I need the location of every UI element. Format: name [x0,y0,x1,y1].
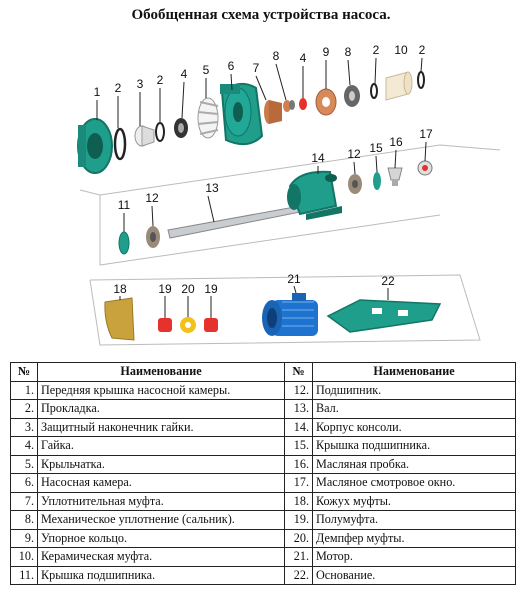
part-name: Масляное смотровое окно. [313,474,516,493]
row-number: 4. [11,437,38,456]
callout-17: 17 [419,127,433,141]
part-9-thrust-ring [316,89,336,115]
part-8-mech-seal-b [344,85,360,107]
header-num-1: № [11,363,38,382]
part-name: Керамическая муфта. [38,548,285,567]
row-number: 14. [285,418,313,437]
part-name: Передняя крышка насосной камеры. [38,381,285,400]
parts-table [10,362,516,585]
part-4-nut-a [174,118,188,138]
row-number: 5. [11,455,38,474]
part-6-pump-chamber [220,84,262,144]
callout-16: 16 [389,135,403,149]
part-16-oil-plug [388,168,402,186]
part-name: Крышка подшипника. [38,566,285,585]
callout-9: 9 [322,45,330,59]
part-name: Основание. [313,566,516,585]
row-number: 18. [285,492,313,511]
callout-12: 12 [145,191,159,205]
part-name: Крышка подшипника. [313,437,516,456]
callout-6: 6 [227,59,235,73]
table-row [11,511,516,530]
row-number: 22. [285,566,313,585]
header-num-2: № [285,363,313,382]
callout-5: 5 [202,63,210,77]
part-12-bearing-b [348,174,362,194]
row-number: 17. [285,474,313,493]
callout-3: 3 [136,77,144,91]
table-row [11,474,516,493]
row-number: 1. [11,381,38,400]
part-10-ceramic-sleeve [386,72,412,100]
callout-4: 4 [180,67,188,81]
parts-table-body [11,381,516,585]
table-row [11,529,516,548]
table-row [11,566,516,585]
table-row [11,492,516,511]
part-18-coupling-guard [105,298,134,340]
part-name: Насосная камера. [38,474,285,493]
callout-19: 19 [158,282,172,296]
part-3-nut-cap [135,126,154,146]
part-4-nut-b [299,98,307,110]
part-name: Защитный наконечник гайки. [38,418,285,437]
part-2-gasket-d [418,72,424,88]
part-8-mech-seal-a [283,100,295,112]
callout-2: 2 [372,43,380,57]
part-name: Мотор. [313,548,516,567]
part-name: Упорное кольцо. [38,529,285,548]
part-name: Полумуфта. [313,511,516,530]
callout-2: 2 [418,43,426,57]
row-number: 8. [11,511,38,530]
header-name-1: Наименование [38,363,285,382]
table-header-row [11,363,516,382]
row-number: 6. [11,474,38,493]
table-row [11,400,516,419]
callout-14: 14 [311,151,325,165]
part-11-bearing-cover [119,232,129,254]
row-number: 12. [285,381,313,400]
part-21-motor [262,293,318,336]
callout-19: 19 [204,282,218,296]
callout-21: 21 [287,272,301,286]
diagram-title: Обобщенная схема устройства насоса. [131,7,391,23]
table-row [11,437,516,456]
table-row [11,548,516,567]
part-name: Вал. [313,400,516,419]
callout-2: 2 [156,73,164,87]
callout-4: 4 [299,51,307,65]
callout-8: 8 [344,45,352,59]
part-15-bearing-cover [373,172,381,190]
table-row [11,418,516,437]
part-19-half-coupling-b [204,318,218,332]
callout-10: 10 [394,43,408,57]
row-number: 13. [285,400,313,419]
callout-7: 7 [252,61,260,75]
part-22-base [328,300,440,332]
part-2-gasket-c [371,84,377,98]
callout-18: 18 [113,282,127,296]
table-row [11,455,516,474]
part-19-half-coupling-a [158,318,172,332]
part-5-impeller [198,98,218,138]
part-2-gasket-a [115,129,125,159]
part-20-coupling-damper [180,317,196,333]
callout-8: 8 [272,49,280,63]
part-name: Гайка. [38,437,285,456]
callout-2: 2 [114,81,122,95]
callout-13: 13 [205,181,219,195]
header-name-2: Наименование [313,363,516,382]
part-12-bearing-a [146,226,160,248]
row-number: 3. [11,418,38,437]
part-name: Прокладка. [38,400,285,419]
row-number: 2. [11,400,38,419]
part-17-oil-sight-glass [418,161,432,175]
row-number: 16. [285,455,313,474]
callout-1: 1 [93,85,101,99]
row-number: 11. [11,566,38,585]
part-name: Кожух муфты. [313,492,516,511]
part-2-gasket-b [156,123,164,141]
row-number: 21. [285,548,313,567]
row-number: 20. [285,529,313,548]
callout-12: 12 [347,147,361,161]
callout-20: 20 [181,282,195,296]
row-number: 19. [285,511,313,530]
callout-22: 22 [381,274,395,288]
part-name: Крыльчатка. [38,455,285,474]
row-number: 9. [11,529,38,548]
row-number: 10. [11,548,38,567]
callout-11: 11 [117,198,131,212]
part-name: Механическое уплотнение (сальник). [38,511,285,530]
callout-15: 15 [369,141,383,155]
part-1-front-cover [78,119,112,173]
part-name: Подшипник. [313,381,516,400]
table-row [11,381,516,400]
part-name: Демпфер муфты. [313,529,516,548]
part-name: Уплотнительная муфта. [38,492,285,511]
part-name: Масляная пробка. [313,455,516,474]
part-name: Корпус консоли. [313,418,516,437]
part-7-seal-sleeve [264,100,282,124]
row-number: 15. [285,437,313,456]
part-13-shaft [168,205,303,238]
row-number: 7. [11,492,38,511]
